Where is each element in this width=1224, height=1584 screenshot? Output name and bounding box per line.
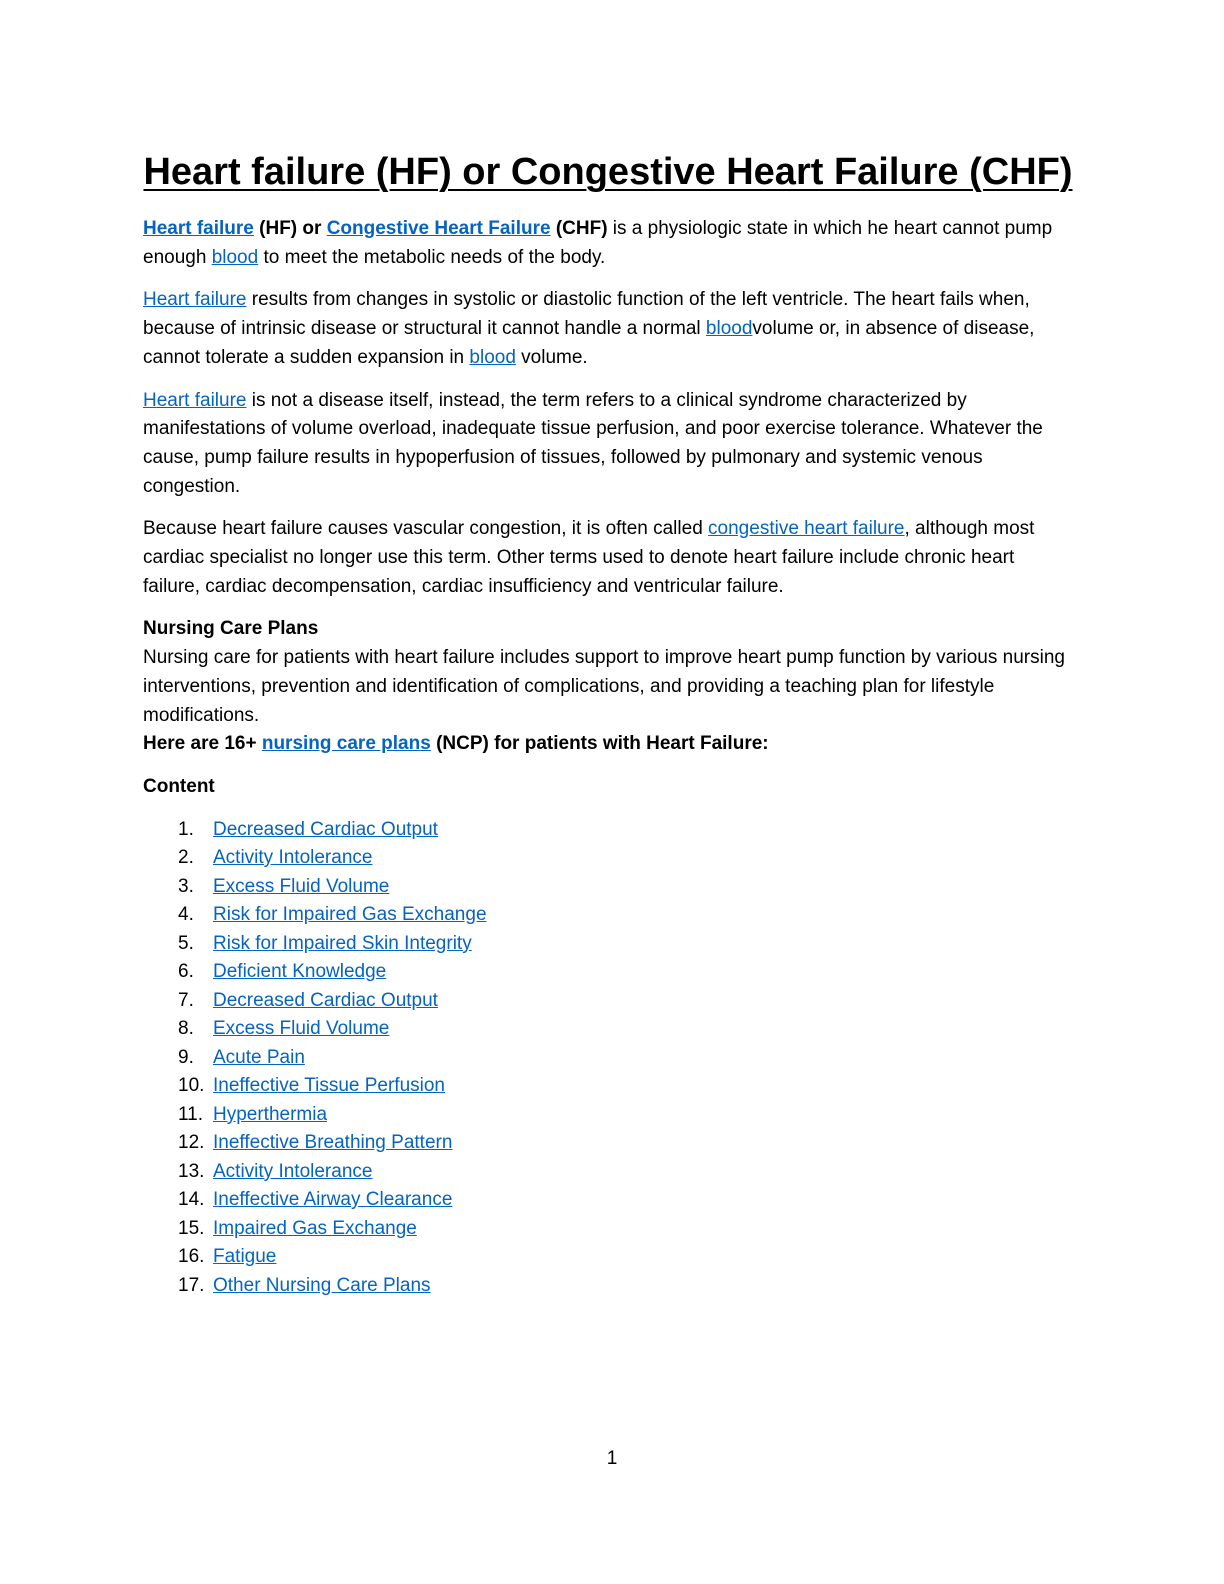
toc-item-number: 14. (178, 1189, 205, 1211)
toc-item-link[interactable]: Impaired Gas Exchange (213, 1217, 417, 1239)
toc-item (143, 1015, 1073, 1044)
document-page (143, 146, 1073, 1300)
toc-item-number: 9. (178, 1046, 194, 1068)
toc-item (143, 1044, 1073, 1073)
toc-item-number: 10. (178, 1075, 205, 1097)
chf-abbrev-text: (CHF) (550, 218, 608, 239)
toc-item (143, 1272, 1073, 1301)
page-title: Heart failure (HF) or Congestive Heart Failure (CHF) (143, 151, 1073, 193)
toc-item (143, 844, 1073, 873)
toc-item-link[interactable]: Ineffective Airway Clearance (213, 1189, 453, 1211)
paragraph-causes (143, 286, 1073, 372)
toc-item-number: 6. (178, 961, 194, 983)
toc-item-link[interactable]: Activity Intolerance (213, 1160, 373, 1182)
heart-failure-link[interactable]: Heart failure (143, 389, 247, 411)
heart-failure-link[interactable]: Heart failure (143, 289, 247, 311)
nursing-care-body: Nursing care for patients with heart failure includes support to improve heart pump function by various nursing interventions, prevention and identification of complications, and providing a teaching plan for lifestyle modifications. (143, 647, 1065, 726)
toc-item-link[interactable]: Risk for Impaired Gas Exchange (213, 904, 487, 926)
toc-item-number: 16. (178, 1246, 205, 1268)
intro-text: is a physiologic state in which he heart cannot pump enough (143, 218, 1053, 268)
nursing-care-heading: Nursing Care Plans (143, 618, 319, 640)
blood-link[interactable]: blood (705, 318, 753, 340)
heart-failure-link[interactable]: Heart failure (143, 218, 254, 239)
toc-item-number: 4. (178, 904, 194, 926)
toc-item-link[interactable]: Ineffective Breathing Pattern (213, 1132, 453, 1154)
toc-item-number: 5. (178, 932, 194, 954)
toc-item-number: 13. (178, 1160, 205, 1182)
toc-item-link[interactable]: Ineffective Tissue Perfusion (213, 1075, 445, 1097)
nursing-care-plans-link[interactable]: nursing care plans (261, 733, 431, 755)
toc-item-number: 11. (178, 1103, 204, 1125)
blood-link[interactable]: blood (469, 346, 516, 368)
toc-item-number: 8. (178, 1018, 194, 1040)
toc-item (143, 1158, 1073, 1187)
intro-bold-text-end: (NCP) for patients with Heart Failure: (430, 733, 769, 755)
toc-item-link[interactable]: Other Nursing Care Plans (213, 1274, 431, 1296)
toc-item (143, 901, 1073, 930)
toc-item-link[interactable]: Deficient Knowledge (213, 961, 387, 983)
toc-item (143, 987, 1073, 1016)
table-of-contents (143, 816, 1073, 1301)
toc-item (143, 1215, 1073, 1244)
toc-item (143, 1072, 1073, 1101)
toc-item-link[interactable]: Acute Pain (213, 1046, 305, 1068)
paragraph-syndrome (143, 387, 1073, 502)
chf-link[interactable]: Congestive Heart Failure (326, 218, 551, 239)
toc-item-number: 3. (178, 875, 194, 897)
toc-item-number: 12. (178, 1132, 205, 1154)
toc-item-link[interactable]: Excess Fluid Volume (213, 1018, 390, 1040)
toc-item (143, 1129, 1073, 1158)
toc-item-number: 1. (178, 818, 194, 840)
toc-item-number: 17. (178, 1274, 205, 1296)
toc-item-link[interactable]: Excess Fluid Volume (213, 875, 390, 897)
causes-text: results from changes in systolic or diastolic function of the left ventricle. The heart fails when, because of intrinsic disease or structural it cannot handle a normal (143, 289, 1030, 340)
toc-item-number: 2. (178, 847, 194, 869)
page-number: 1 (606, 1448, 618, 1469)
toc-item (143, 816, 1073, 845)
toc-item (143, 1186, 1073, 1215)
toc-item-number: 15. (178, 1217, 205, 1239)
causes-text-2: volume or, in absence of disease, cannot tolerate a sudden expansion in (143, 318, 1035, 368)
congestive-heart-failure-link[interactable]: congestive heart failure (708, 518, 905, 540)
toc-item-link[interactable]: Activity Intolerance (213, 847, 373, 869)
toc-item (143, 873, 1073, 902)
blood-link[interactable]: blood (211, 246, 259, 268)
toc-item-link[interactable]: Decreased Cardiac Output (213, 989, 438, 1011)
nursing-care-intro (143, 730, 1073, 759)
toc-item (143, 958, 1073, 987)
intro-text-end: to meet the metabolic needs of the body. (258, 246, 606, 268)
toc-item-link[interactable]: Risk for Impaired Skin Integrity (213, 932, 472, 954)
toc-item (143, 1243, 1073, 1272)
syndrome-text: is not a disease itself, instead, the term refers to a clinical syndrome characterized by manifestations of volume overload, inadequate tissue perfusion, and poor exercise tolerance. Whatever the cause, pump failure results in hypoperfusion of tissues, followed by pulmonary and systemic venous congestion. (143, 389, 1043, 497)
causes-text-end: volume. (515, 346, 588, 368)
toc-item-link[interactable]: Hyperthermia (213, 1103, 328, 1125)
toc-item (143, 930, 1073, 959)
paragraph-terms (143, 515, 1073, 601)
terms-text: Because heart failure causes vascular congestion, it is often called (143, 518, 709, 540)
hf-abbrev-text: (HF) or (253, 218, 327, 239)
terms-text-end: , although most cardiac specialist no longer use this term. Other terms used to denote heart failure include chronic heart failure, cardiac decompensation, cardiac insufficiency and ventricular failure. (143, 518, 1035, 597)
toc-item-link[interactable]: Decreased Cardiac Output (213, 818, 438, 840)
content-heading: Content (143, 775, 215, 797)
paragraph-intro (143, 215, 1073, 272)
intro-bold-text: Here are 16+ (143, 733, 262, 755)
toc-item (143, 1101, 1073, 1130)
toc-item-link[interactable]: Fatigue (213, 1246, 277, 1268)
toc-item-number: 7. (178, 989, 194, 1011)
